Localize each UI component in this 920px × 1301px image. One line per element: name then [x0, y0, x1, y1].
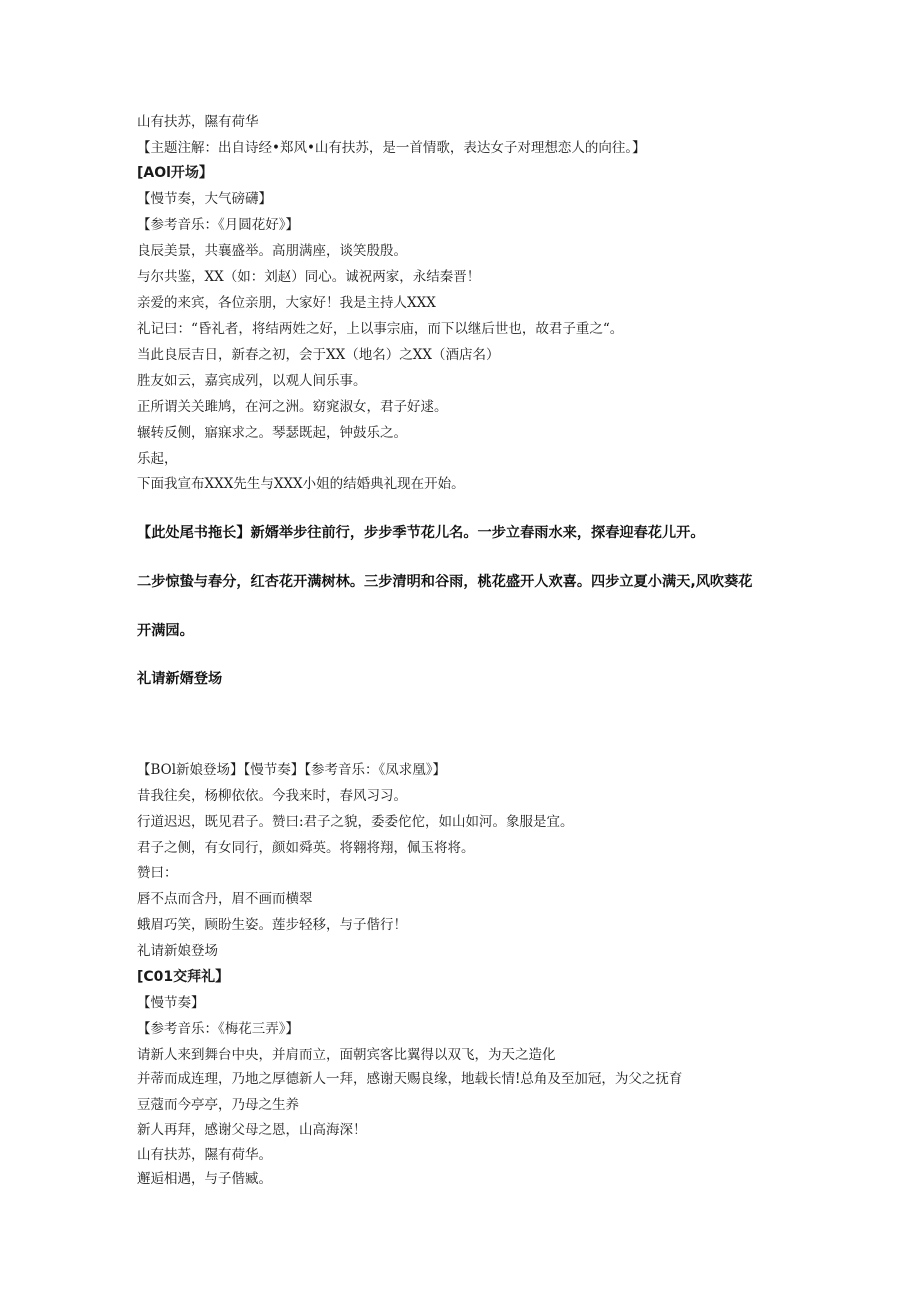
- doc-line-tempo: 【慢节奏】: [137, 995, 205, 1011]
- doc-line: 请新人来到舞台中央，并肩而立，面朝宾客比翼得以双飞，为天之造化: [137, 1047, 556, 1063]
- doc-line: 唇不点而含丹，眉不画而横翠: [137, 891, 313, 907]
- doc-line: 邂逅相遇，与子偕臧。: [137, 1171, 272, 1187]
- doc-para-line: 二步惊蛰与春分，红杏花开满树林。三步清明和谷雨，桃花盛开人欢喜。四步立夏小满天,风吹葵花: [137, 574, 753, 590]
- doc-line-tempo: 【慢节奏，大气磅礴】: [137, 191, 272, 207]
- doc-line: 礼记曰：“昏礼者，将结两姓之好，上以事宗庙，而下以继后世也，故君子重之“。: [137, 321, 624, 337]
- doc-line: 豆蔻而今亭亭，乃母之生养: [137, 1097, 299, 1113]
- doc-line: 乐起，: [137, 451, 178, 467]
- doc-line-music: 【参考音乐：《月圆花好》】: [137, 217, 299, 233]
- doc-line-theme-note: 【主题注解：出自诗经•郑风•山有扶苏，是一首情歌，表达女子对理想恋人的向往。】: [137, 140, 646, 156]
- doc-line: 昔我往矣，杨柳依依。今我来时，春风习习。: [137, 788, 407, 804]
- doc-line: 下面我宣布XXX先生与XXX小姐的结婚典礼现在开始。: [137, 476, 465, 492]
- doc-line: 与尔共鉴，XX（如：刘赵）同心。诚祝两家，永结秦晋！: [137, 269, 481, 285]
- doc-line-music: 【参考音乐：《梅花三弄》】: [137, 1021, 299, 1037]
- doc-line: 礼请新娘登场: [137, 943, 218, 959]
- doc-line-section-a: [AOl开场】: [137, 165, 213, 181]
- doc-line-title: 山有扶苏，隰有荷华: [137, 114, 259, 130]
- doc-para-line: 【此处尾书拖长】新婿举步往前行，步步季节花儿名。一步立春雨水来，探春迎春花儿开。: [137, 525, 705, 541]
- doc-line: 行道迟迟，既见君子。赞曰:君子之貌，委委佗佗，如山如河。象服是宜。: [137, 814, 574, 830]
- doc-line: 良辰美景，共襄盛举。高朋满座，谈笑殷殷。: [137, 243, 407, 259]
- doc-para-line: 开满园。: [137, 623, 194, 639]
- doc-line: 胜友如云，嘉宾成列，以观人间乐事。: [137, 373, 367, 389]
- doc-line: 当此良辰吉日，新春之初，会于XX（地名）之XX（酒店名）: [137, 347, 500, 363]
- doc-line: 辗转反侧，寤寐求之。琴瑟既起，钟鼓乐之。: [137, 425, 407, 441]
- doc-line: 君子之侧，有女同行，颜如舜英。将翱将翔，佩玉将将。: [137, 840, 475, 856]
- doc-line: 赞曰：: [137, 865, 178, 881]
- doc-line-section-b: 【BOl新娘登场】【慢节奏】【参考音乐：《凤求凰》】: [137, 762, 447, 778]
- doc-para-line: 礼请新婿登场: [137, 671, 223, 687]
- doc-line: 亲爱的来宾，各位亲朋，大家好！我是主持人XXX: [137, 295, 436, 311]
- doc-line: 山有扶苏，隰有荷华。: [137, 1147, 272, 1163]
- doc-line: 并蒂而成连理，乃地之厚德新人一拜，感谢天赐良缘，地载长情!总角及至加冠，为父之抚育: [137, 1071, 683, 1087]
- doc-line: 新人再拜，感谢父母之恩，山高海深！: [137, 1122, 367, 1138]
- doc-line-section-c: [C01交拜礼】: [137, 969, 230, 985]
- doc-line: 正所谓关关雎鸠，在河之洲。窈窕淑女，君子好逑。: [137, 399, 448, 415]
- doc-line: 蛾眉巧笑，顾盼生姿。莲步轻移，与子偕行！: [137, 917, 407, 933]
